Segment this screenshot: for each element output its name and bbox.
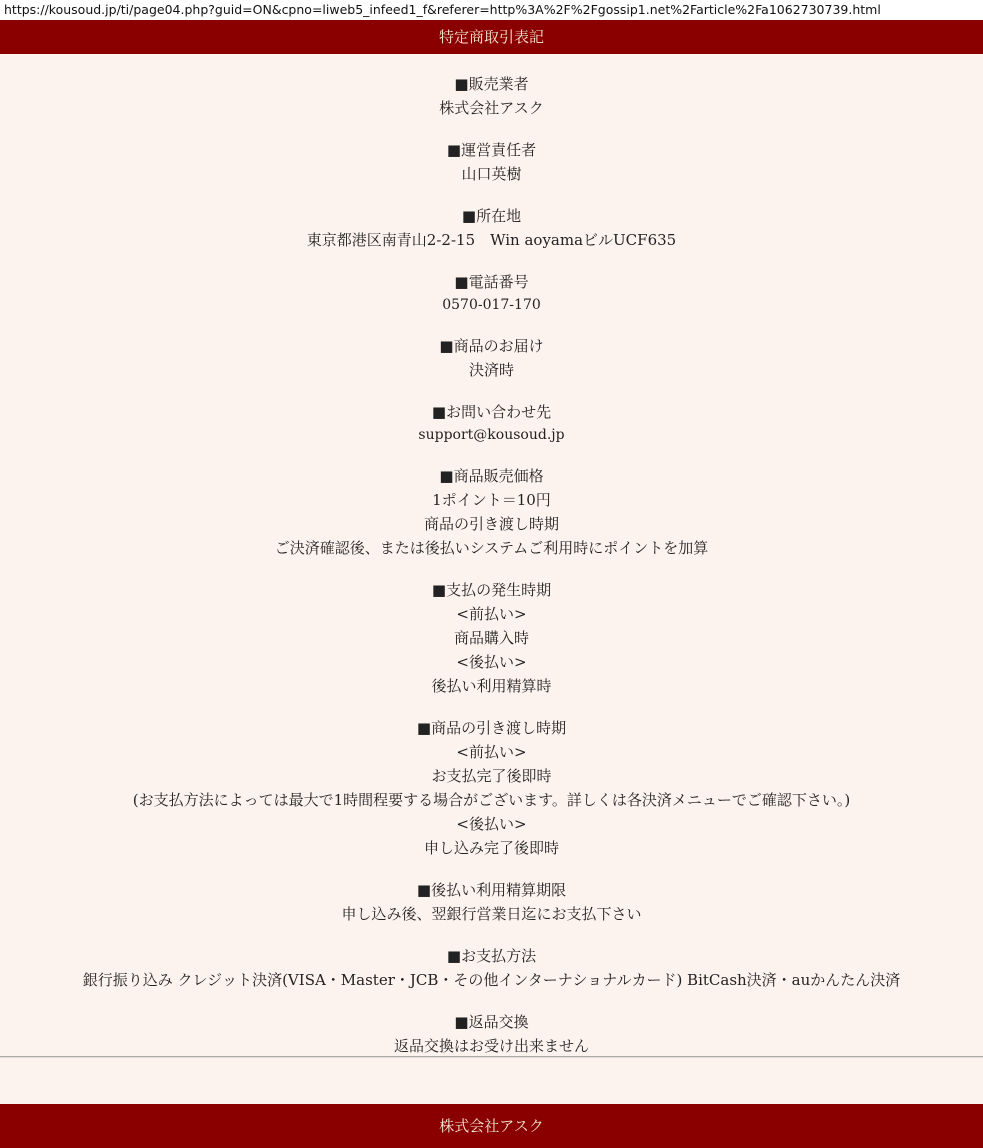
section-price <box>0 464 983 560</box>
section-contact <box>0 400 983 446</box>
section-heading: ■お支払方法 <box>446 947 537 965</box>
page-title: 特定商取引表記 <box>438 28 544 46</box>
handover-line: <前払い> <box>456 743 527 761</box>
section-payment-methods <box>0 944 983 992</box>
price-line: 1ポイント＝10円 <box>432 491 551 509</box>
legal-notice-content <box>0 54 983 1058</box>
handover-line: 申し込み完了後即時 <box>423 839 559 857</box>
contact-email: support@kousoud.jp <box>418 427 565 443</box>
section-heading: ■お問い合わせ先 <box>431 403 552 421</box>
section-heading: ■運営責任者 <box>446 141 537 159</box>
section-heading: ■返品交換 <box>454 1013 529 1031</box>
handover-line: <後払い> <box>456 815 527 833</box>
phone-number: 0570-017-170 <box>442 297 541 313</box>
section-heading: ■後払い利用精算期限 <box>416 881 567 899</box>
price-line: 商品の引き渡し時期 <box>423 515 559 533</box>
section-heading: ■販売業者 <box>454 75 529 93</box>
section-heading: ■商品の引き渡し時期 <box>416 719 567 737</box>
section-handover <box>0 716 983 860</box>
section-phone <box>0 270 983 316</box>
seller-name: 株式会社アスク <box>439 99 544 117</box>
page-footer <box>0 1104 983 1148</box>
section-returns <box>0 1010 983 1058</box>
payment-methods-text: 銀行振り込み クレジット決済(VISA・Master・JCB・その他インターナショナルカード) BitCash決済・auかんたん決済 <box>82 971 901 989</box>
manager-name: 山口英樹 <box>461 165 522 183</box>
price-line: ご決済確認後、または後払いシステムご利用時にポイントを加算 <box>274 539 709 557</box>
handover-line: お支払完了後即時 <box>431 767 552 785</box>
url-bar: https://kousoud.jp/ti/page04.php?guid=ON&cpno=liweb5_infeed1_f&referer=http%3A%2F%2Fgossip1.net%2Farticle%2Fa1062730739.html <box>0 0 983 20</box>
section-heading: ■商品のお届け <box>439 337 544 355</box>
section-heading: ■所在地 <box>461 207 522 225</box>
section-seller <box>0 72 983 120</box>
section-delivery <box>0 334 983 382</box>
delivery-text: 決済時 <box>468 361 514 379</box>
payment-timing-line: <後払い> <box>456 653 527 671</box>
section-manager <box>0 138 983 186</box>
footer-company: 株式会社アスク <box>439 1117 544 1135</box>
returns-text: 返品交換はお受け出来ません <box>393 1037 589 1055</box>
page-header <box>0 20 983 54</box>
handover-line: (お支払方法によっては最大で1時間程要する場合がございます。詳しくは各決済メニューでご確認下さい。) <box>132 791 851 809</box>
section-heading: ■支払の発生時期 <box>431 581 552 599</box>
divider <box>0 1056 983 1058</box>
section-address <box>0 204 983 252</box>
payment-timing-line: <前払い> <box>456 605 527 623</box>
section-deferred-deadline <box>0 878 983 926</box>
address-text: 東京都港区南青山2-2-15 Win aoyamaビルUCF635 <box>306 231 677 249</box>
payment-timing-line: 商品購入時 <box>453 629 529 647</box>
section-heading: ■商品販売価格 <box>439 467 544 485</box>
deferred-deadline-text: 申し込み後、翌銀行営業日迄にお支払下さい <box>341 905 642 923</box>
payment-timing-line: 後払い利用精算時 <box>431 677 552 695</box>
section-heading: ■電話番号 <box>454 273 529 291</box>
section-payment-timing <box>0 578 983 698</box>
